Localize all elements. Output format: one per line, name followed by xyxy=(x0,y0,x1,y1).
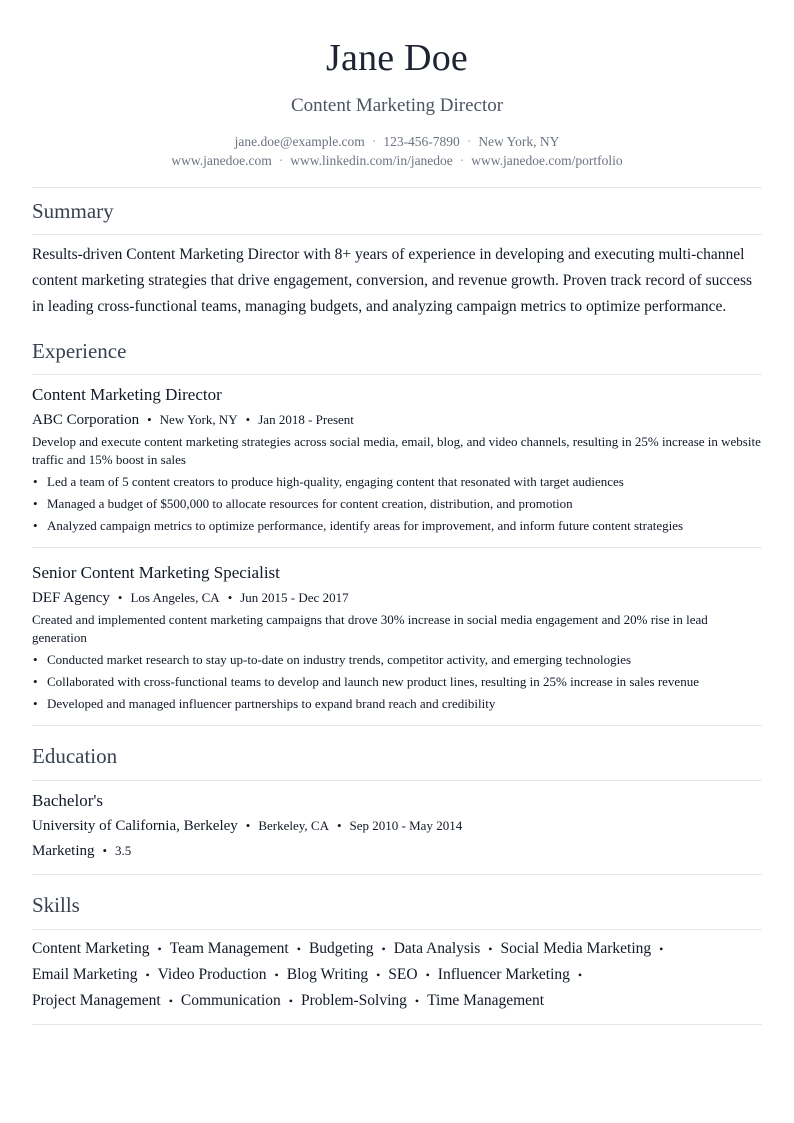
education-heading: Education xyxy=(32,744,118,768)
contact-phone[interactable]: 123-456-7890 xyxy=(383,134,460,149)
skill-separator: • xyxy=(488,942,493,956)
skill-separator: • xyxy=(168,994,173,1008)
contact-separator: · xyxy=(459,153,465,168)
summary-heading: Summary xyxy=(32,199,114,223)
skill-separator: • xyxy=(381,942,386,956)
list-item xyxy=(32,693,762,715)
skills-row xyxy=(32,936,762,962)
list-item xyxy=(32,649,762,671)
bullet-text: Collaborated with cross-functional teams to develop and launch new product lines, resulting in 25% increase in sales revenue xyxy=(47,674,699,689)
job-description: Created and implemented content marketing campaigns that drove 30% increase in social media engagement and 20% rise in lead generation xyxy=(32,612,708,645)
candidate-name: Jane Doe xyxy=(326,37,468,79)
skill-item: Time Management xyxy=(427,992,545,1009)
job-title: Content Marketing Director xyxy=(32,385,222,404)
skill-separator: • xyxy=(157,942,162,956)
contact-separator: · xyxy=(371,134,377,149)
skill-item: Email Marketing xyxy=(32,966,138,983)
field-of-study: Marketing xyxy=(32,843,95,859)
job-dates: Jan 2018 - Present xyxy=(258,412,354,427)
contact-line-1 xyxy=(32,132,762,151)
skill-item: Problem-Solving xyxy=(301,992,407,1009)
skill-separator: • xyxy=(274,968,279,982)
summary-text: Results-driven Content Marketing Director with 8+ years of experience in developing and executing multi-channel content marketing strategies that drive engagement, conversion, and revenue growth. Proven track record of success in leading cross-functional teams, managing budgets, and analyzing campaign metrics to optimize performance. xyxy=(32,246,753,315)
experience-heading: Experience xyxy=(32,339,127,363)
skill-item: Team Management xyxy=(169,940,289,957)
skill-separator: • xyxy=(376,968,381,982)
bullet-text: Analyzed campaign metrics to optimize performance, identify areas for improvement, and inform future content strategies xyxy=(47,518,684,533)
portfolio-link[interactable]: www.janedoe.com/portfolio xyxy=(471,153,623,168)
gpa: 3.5 xyxy=(115,843,132,858)
company-name: DEF Agency xyxy=(32,590,110,606)
school-name: University of California, Berkeley xyxy=(32,818,238,834)
education-entry xyxy=(32,790,762,861)
resume-page xyxy=(32,0,762,1025)
bullet-marker: • xyxy=(33,652,38,667)
contact-separator: · xyxy=(466,134,472,149)
skills-list xyxy=(32,936,762,1014)
degree: Bachelor's xyxy=(32,791,104,810)
divider xyxy=(32,1024,762,1025)
skill-separator: • xyxy=(659,942,664,956)
linkedin-link[interactable]: www.linkedin.com/in/janedoe xyxy=(290,153,453,168)
meta-separator: • xyxy=(117,590,123,605)
education-dates: Sep 2010 - May 2014 xyxy=(349,818,463,833)
skill-item: Social Media Marketing xyxy=(500,940,652,957)
meta-separator: • xyxy=(245,818,251,833)
bullet-marker: • xyxy=(33,496,38,511)
meta-separator: • xyxy=(245,412,251,427)
education-field xyxy=(32,841,762,861)
experience-entry-2 xyxy=(32,562,762,715)
education-meta xyxy=(32,816,762,836)
skill-item: SEO xyxy=(388,966,418,983)
job-location: New York, NY xyxy=(159,412,238,427)
list-item xyxy=(32,493,762,515)
list-item xyxy=(32,471,762,493)
skill-item: Budgeting xyxy=(308,940,374,957)
job-meta xyxy=(32,410,762,430)
website-link[interactable]: www.janedoe.com xyxy=(171,153,272,168)
bullet-text: Managed a budget of $500,000 to allocate resources for content creation, distribution, and promotion xyxy=(47,496,573,511)
company-name: ABC Corporation xyxy=(32,412,140,428)
divider xyxy=(32,874,762,875)
bullet-text: Conducted market research to stay up-to-date on industry trends, competitor activity, and emerging technologies xyxy=(47,652,632,667)
meta-separator: • xyxy=(336,818,342,833)
skill-item: Project Management xyxy=(32,992,161,1009)
divider xyxy=(32,547,762,548)
divider xyxy=(32,374,762,375)
bullet-marker: • xyxy=(33,696,38,711)
skill-item: Video Production xyxy=(157,966,267,983)
list-item xyxy=(32,515,762,537)
meta-separator: • xyxy=(227,590,233,605)
bullet-marker: • xyxy=(33,674,38,689)
skill-separator: • xyxy=(296,942,301,956)
contact-line-2 xyxy=(32,151,762,170)
divider xyxy=(32,780,762,781)
job-bullets xyxy=(32,471,762,537)
meta-separator: • xyxy=(147,412,152,427)
skill-item: Influencer Marketing xyxy=(437,966,570,983)
skill-separator: • xyxy=(288,994,293,1008)
job-description: Develop and execute content marketing strategies across social media, email, blog, and video channels, resulting in 25% increase in website traffic and 15% boost in sales xyxy=(32,434,761,467)
bullet-marker: • xyxy=(33,474,38,489)
divider xyxy=(32,725,762,726)
skill-item: Blog Writing xyxy=(286,966,369,983)
job-dates: Jun 2015 - Dec 2017 xyxy=(240,590,349,605)
job-meta xyxy=(32,588,762,608)
divider xyxy=(32,187,762,188)
candidate-title: Content Marketing Director xyxy=(290,95,504,116)
divider xyxy=(32,929,762,930)
contact-email[interactable]: jane.doe@example.com xyxy=(234,134,365,149)
list-item xyxy=(32,671,762,693)
experience-entry-1 xyxy=(32,384,762,537)
job-location: Los Angeles, CA xyxy=(130,590,220,605)
skills-row xyxy=(32,962,762,988)
skill-separator: • xyxy=(425,968,430,982)
job-title: Senior Content Marketing Specialist xyxy=(32,563,280,582)
skill-item: Content Marketing xyxy=(32,940,150,957)
resume-header xyxy=(32,0,762,170)
bullet-text: Led a team of 5 content creators to produce high-quality, engaging content that resonated with target audiences xyxy=(47,474,624,489)
skill-item: Communication xyxy=(180,992,281,1009)
contact-separator: · xyxy=(278,153,284,168)
skill-separator: • xyxy=(145,968,150,982)
job-bullets xyxy=(32,649,762,715)
skill-separator: • xyxy=(414,994,420,1008)
divider xyxy=(32,234,762,235)
bullet-marker: • xyxy=(33,518,38,533)
skills-heading: Skills xyxy=(32,893,80,917)
contact-info xyxy=(32,132,762,170)
skill-item: Data Analysis xyxy=(393,940,481,957)
school-location: Berkeley, CA xyxy=(258,818,329,833)
bullet-text: Developed and managed influencer partnerships to expand brand reach and credibility xyxy=(47,696,496,711)
skills-row xyxy=(32,988,762,1014)
meta-separator: • xyxy=(102,843,108,858)
contact-location: New York, NY xyxy=(478,134,560,149)
skill-separator: • xyxy=(577,968,583,982)
